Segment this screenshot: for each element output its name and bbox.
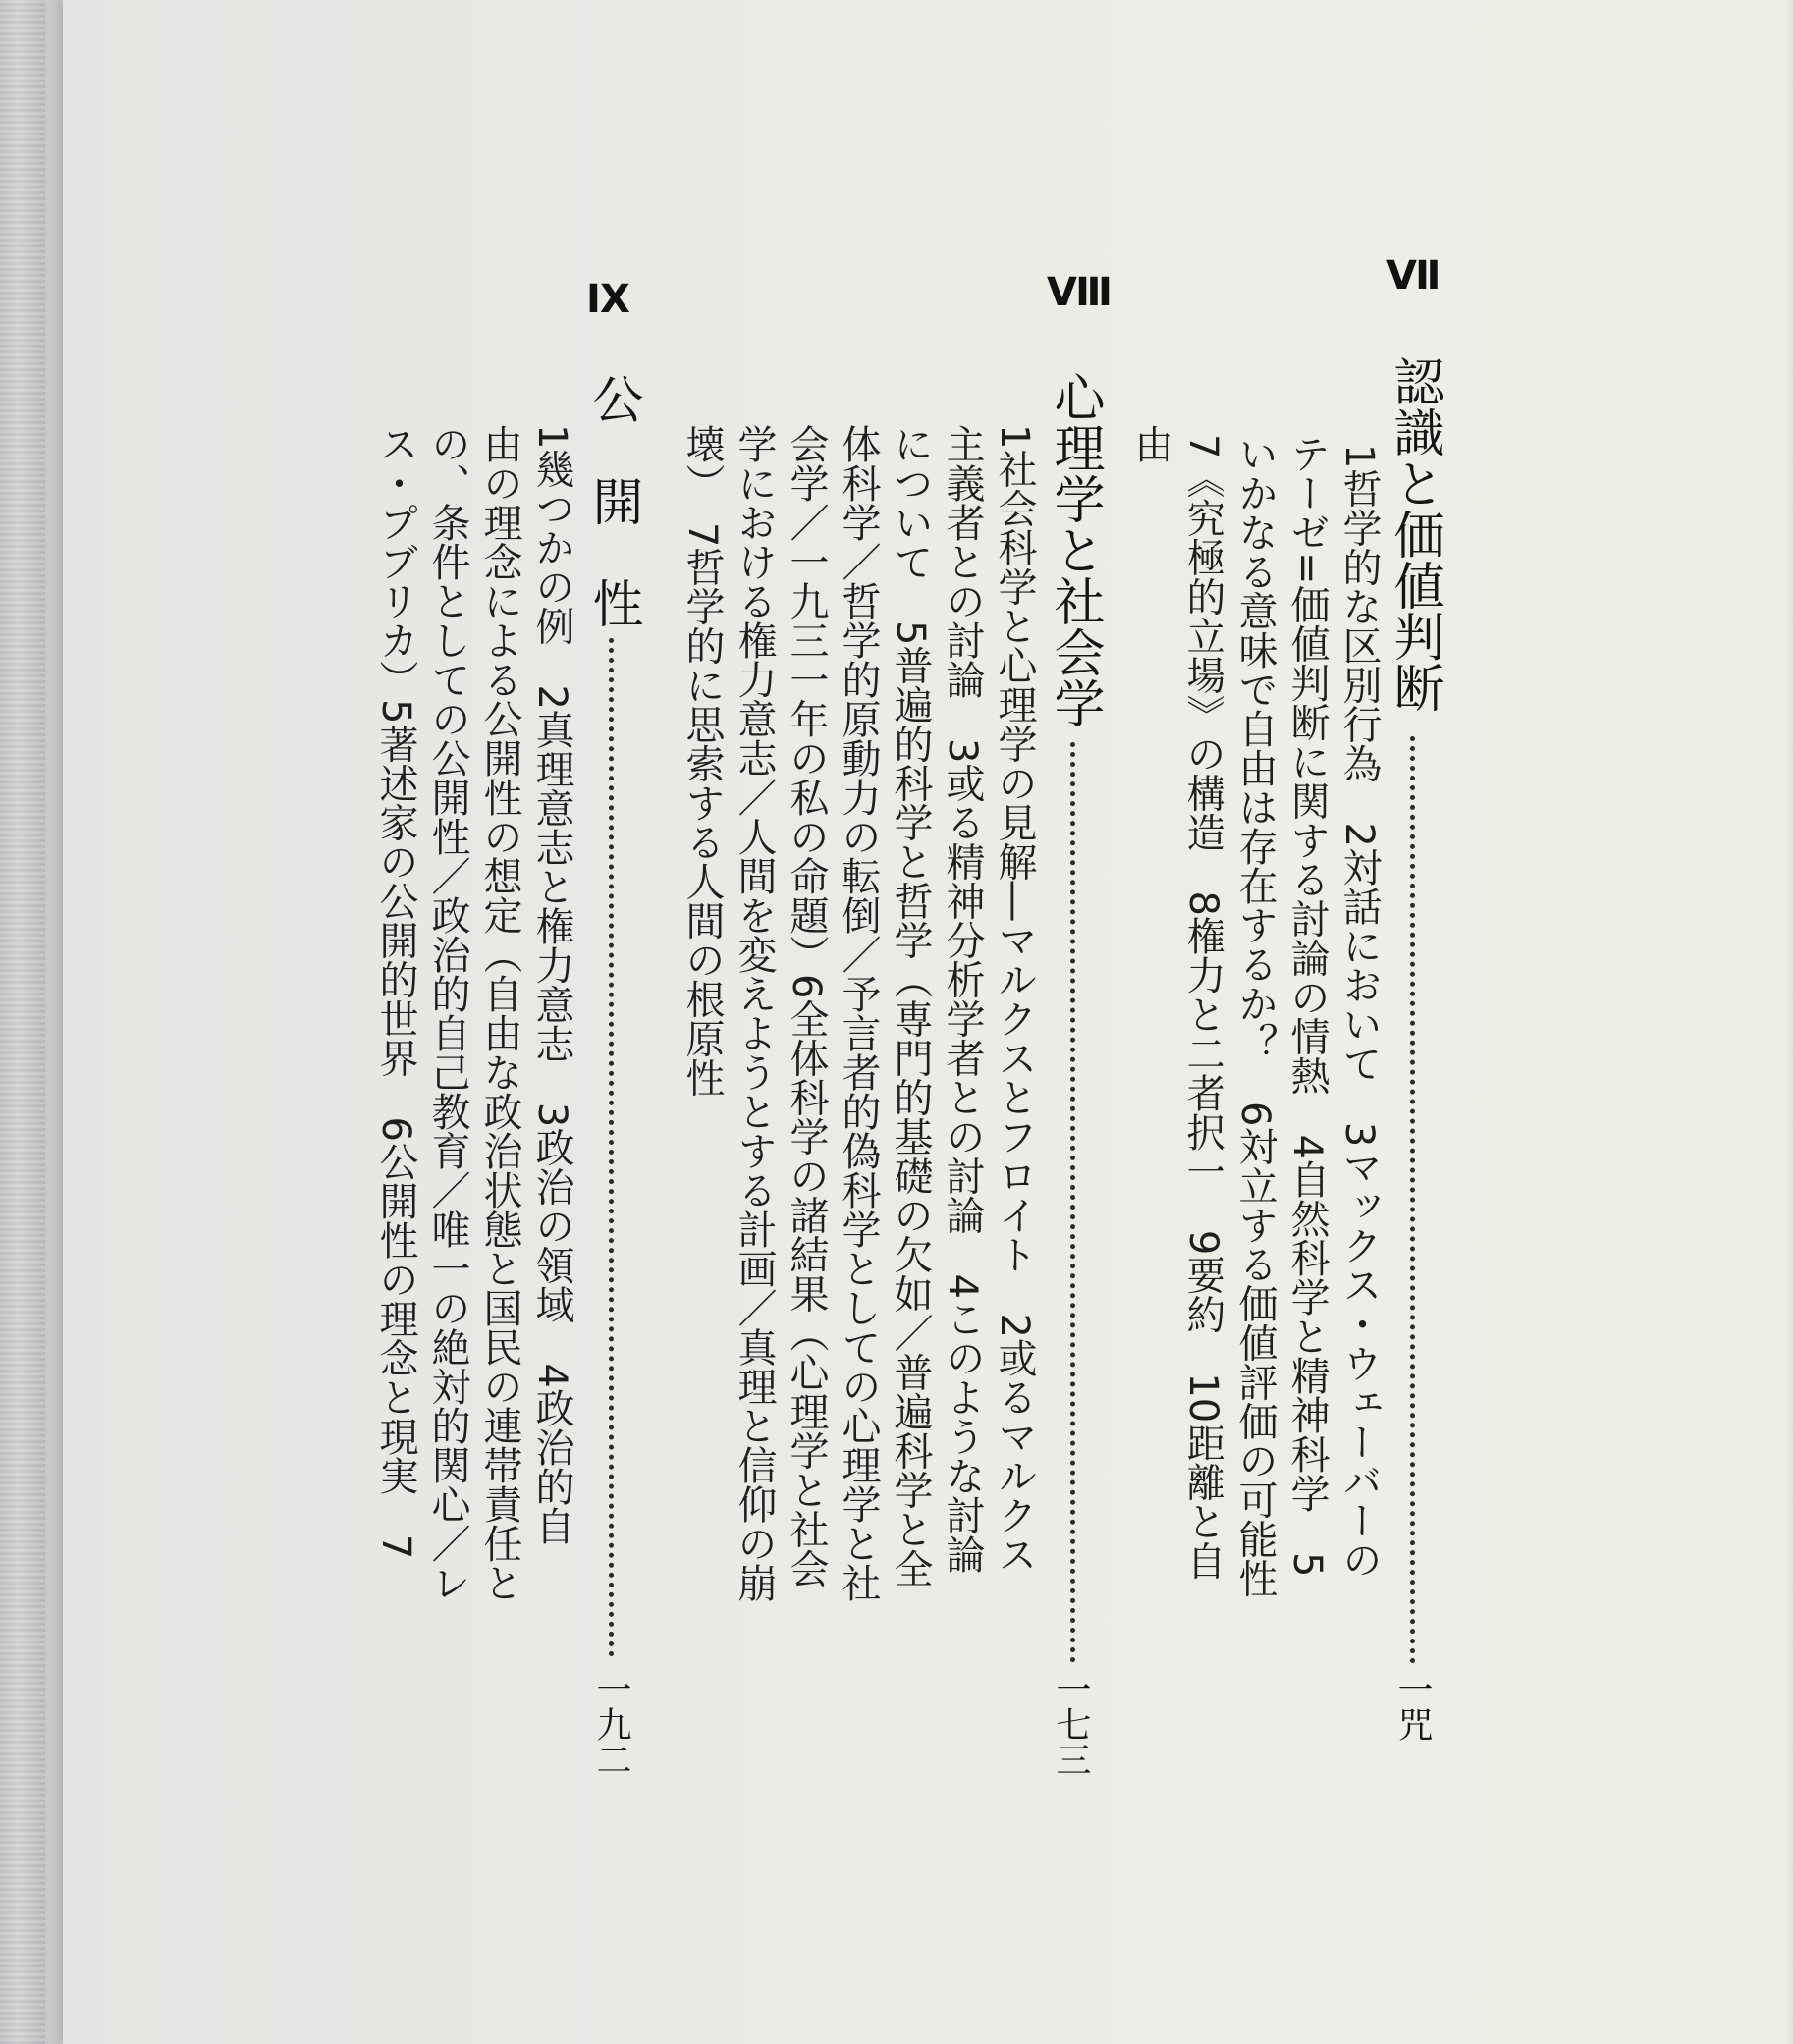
toc-entry-line: 会学／一九三一年の私の命題）6全体科学の諸結果（心理学と社会 bbox=[784, 424, 829, 1588]
dot-leader bbox=[609, 638, 618, 1657]
toc-entry-line: テーゼ=価値判断に関する討論の情熱 4自然科学と精神科学 5 bbox=[1284, 434, 1330, 1578]
binding-strip bbox=[0, 0, 45, 2044]
page-number: 一九二 bbox=[591, 1671, 631, 1777]
section-title: 認識と価値判断 bbox=[1385, 355, 1443, 713]
page-number: 一咒 bbox=[1392, 1671, 1433, 1742]
toc-entry-line: ス・プブリカ）5著述家の公開的世界 6公開性の理念と現実 7 bbox=[373, 424, 418, 1560]
section-title: 公 開 性 bbox=[583, 373, 642, 628]
toc-entry-line: いかなる意味で自由は存在するか？ 6対立する価値評価の可能性 bbox=[1232, 434, 1277, 1598]
page-number: 一七三 bbox=[1051, 1671, 1091, 1777]
dot-leader bbox=[1070, 742, 1079, 1663]
section-numeral: Ⅶ bbox=[1386, 253, 1439, 298]
section-numeral: Ⅷ bbox=[1047, 270, 1110, 315]
toc-entry-line: 1幾つかの例 2真理意志と権力意志 3政治の領域 4政治的自 bbox=[529, 424, 574, 1545]
dot-leader bbox=[1410, 736, 1419, 1664]
toc-entry-line: 1哲学的な区別行為 2対話において 3マックス・ウェーバーの bbox=[1336, 444, 1382, 1580]
book-page bbox=[63, 0, 1793, 2044]
section-numeral: Ⅸ bbox=[586, 277, 627, 322]
toc-entry-line: について 5普遍的科学と哲学（専門的基礎の欠如／普遍科学と全 bbox=[888, 424, 933, 1588]
toc-entry-line: 学における権力意志／人間を変えようとする計画／真理と信仰の崩 bbox=[732, 424, 777, 1602]
toc-entry-line: 1社会科学と心理学の見解―マルクスとフロイト 2或るマルクス bbox=[992, 424, 1037, 1574]
toc-entry-line: 主義者との討論 3或る精神分析学者との討論 4このような討論 bbox=[940, 424, 985, 1574]
toc-entry-line: 由の理念による公開性の想定（自由な政治状態と国民の連帯責任と bbox=[477, 424, 522, 1602]
toc-entry-line: 体科学／哲学的原動力の転倒／予言者的偽科学としての心理学と社 bbox=[836, 424, 881, 1602]
toc-entry-line: 由 bbox=[1128, 424, 1173, 463]
section-title: 心理学と社会学 bbox=[1045, 371, 1104, 728]
toc-entry-line: の、条件としての公開性／政治的自己教育／唯一の絶対的関心／レ bbox=[425, 424, 470, 1602]
toc-entry-line: 7《究極的立場》の構造 8権力と二者択一 9要約 10距離と自 bbox=[1180, 434, 1225, 1581]
page-edge-shadow bbox=[1781, 0, 1793, 2044]
toc-entry-line: 壊） 7哲学的に思索する人間の根原性 bbox=[679, 424, 725, 1098]
